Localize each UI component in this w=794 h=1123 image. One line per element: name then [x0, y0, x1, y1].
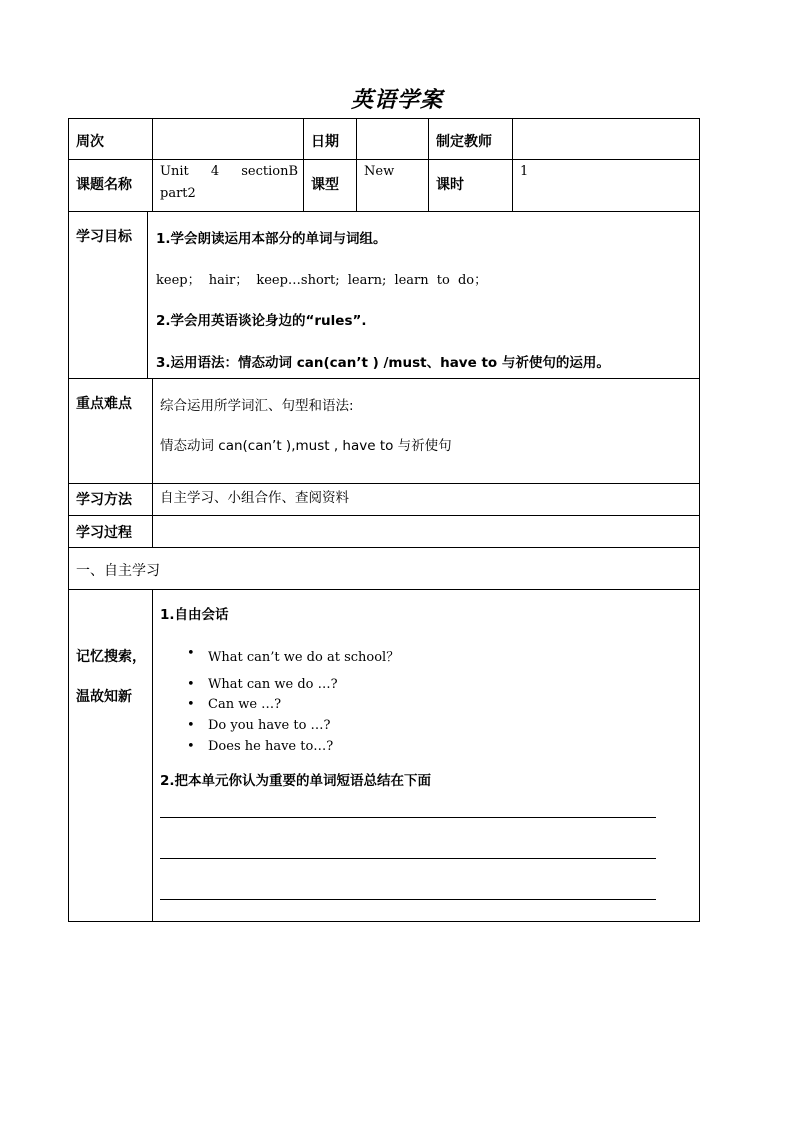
type-value: New [364, 164, 395, 179]
answer-line [160, 858, 656, 859]
bullet-mark: • [187, 739, 195, 754]
section-heading: 一、自主学习 [76, 563, 160, 579]
teacher-label: 制定教师 [436, 134, 492, 150]
review-label-line1: 记忆搜索， [76, 649, 146, 665]
process-label: 学习过程 [76, 525, 132, 541]
list-item: Can we …? [208, 697, 282, 712]
bullet-mark: • [187, 677, 195, 692]
list-item: What can we do …? [208, 677, 338, 692]
topic-line2: part2 [160, 186, 196, 201]
date-label: 日期 [311, 134, 339, 150]
bullet-mark: • [187, 697, 195, 712]
bullet-mark: • [187, 718, 195, 733]
bullet-mark: • [187, 646, 195, 661]
answer-line [160, 817, 656, 818]
goal-3: 3.运用语法：情态动词 can(can’t ) /must、have to 与祈使句的运用。 [156, 355, 610, 371]
page-title: 英语学案 [350, 88, 443, 113]
list-item: Does he have to…? [208, 739, 334, 754]
week-label: 周次 [76, 134, 104, 150]
review-label-line2: 温故知新 [76, 689, 132, 705]
goal-vocab: keep； hair； keep…short; learn; learn to do； [156, 273, 488, 288]
key-points-line2: 情态动词 can(can’t ),must , have to 与祈使句 [160, 438, 452, 454]
q1-title: 1.自由会话 [160, 607, 229, 623]
goals-label: 学习目标 [76, 229, 132, 245]
key-points-line1: 综合运用所学词汇、句型和语法: [160, 398, 354, 414]
key-points-label: 重点难点 [76, 396, 132, 412]
method-value: 自主学习、小组合作、查阅资料 [160, 490, 349, 506]
answer-line [160, 899, 656, 900]
goal-2: 2.学会用英语谈论身边的“rules”. [156, 313, 367, 329]
list-item: Do you have to …? [208, 718, 331, 733]
topic-label: 课题名称 [76, 177, 132, 193]
goal-1: 1.学会朗读运用本部分的单词与词组。 [156, 231, 387, 247]
q2-title: 2.把本单元你认为重要的单词短语总结在下面 [160, 773, 432, 789]
type-label: 课型 [311, 177, 339, 193]
hours-label: 课时 [436, 177, 464, 193]
hours-value: 1 [520, 164, 529, 179]
topic-line1: Unit 4 sectionB [160, 164, 298, 179]
list-item: What can’t we do at school？ [208, 650, 400, 665]
method-label: 学习方法 [76, 492, 132, 508]
